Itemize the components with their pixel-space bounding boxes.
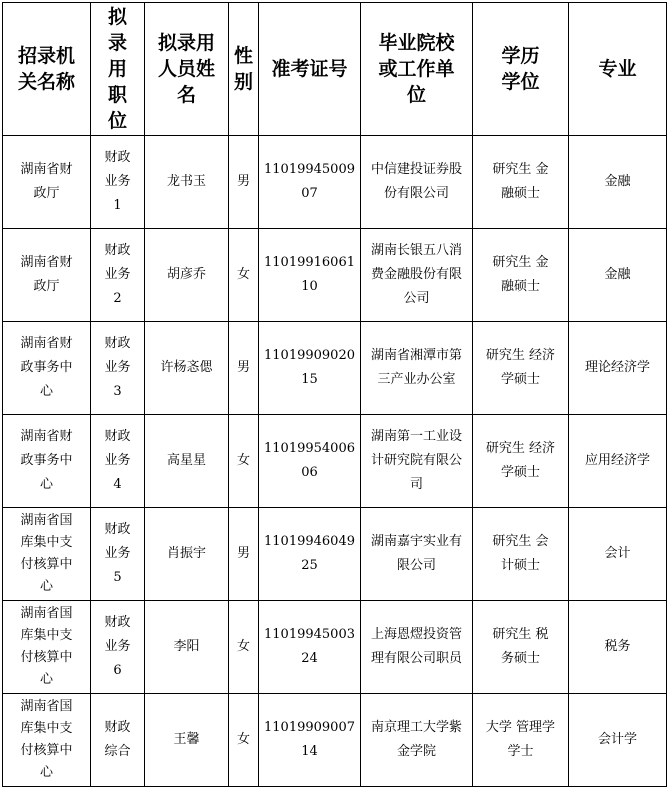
position-cell: 财政综合	[91, 694, 145, 787]
exam-number-cell: 1101994500324	[259, 601, 361, 694]
name-cell: 王馨	[145, 694, 229, 787]
major-cell: 理论经济学	[569, 322, 667, 415]
major-cell: 税务	[569, 601, 667, 694]
exam-number-cell: 1101991606110	[259, 229, 361, 322]
school-cell: 湖南长银五八消费金融股份有限公司	[361, 229, 473, 322]
agency-cell: 湖南省国库集中支付核算中心	[3, 508, 91, 601]
position-cell: 财政业务2	[91, 229, 145, 322]
name-cell: 高星星	[145, 415, 229, 508]
table-row	[3, 136, 667, 229]
position-cell: 财政业务6	[91, 601, 145, 694]
exam-number-cell: 1101994500907	[259, 136, 361, 229]
degree-cell: 研究生 金融硕士	[473, 229, 569, 322]
header-school: 毕业院校或工作单位	[361, 3, 473, 136]
school-cell: 湖南省湘潭市第三产业办公室	[361, 322, 473, 415]
exam-number-cell: 1101995400606	[259, 415, 361, 508]
recruitment-table	[2, 2, 667, 787]
table-row	[3, 601, 667, 694]
degree-cell: 研究生 经济学硕士	[473, 322, 569, 415]
agency-cell: 湖南省财政事务中心	[3, 322, 91, 415]
name-cell: 龙书玉	[145, 136, 229, 229]
gender-cell: 男	[229, 136, 259, 229]
major-cell: 应用经济学	[569, 415, 667, 508]
header-gender: 性别	[229, 3, 259, 136]
agency-cell: 湖南省国库集中支付核算中心	[3, 694, 91, 787]
header-major: 专业	[569, 3, 667, 136]
exam-number-cell: 1101990900714	[259, 694, 361, 787]
name-cell: 胡彦乔	[145, 229, 229, 322]
school-cell: 上海恩熤投资管理有限公司职员	[361, 601, 473, 694]
degree-cell: 研究生 经济学硕士	[473, 415, 569, 508]
school-cell: 湖南第一工业设计研究院有限公司	[361, 415, 473, 508]
degree-cell: 大学 管理学学士	[473, 694, 569, 787]
school-cell: 湖南嘉宇实业有限公司	[361, 508, 473, 601]
major-cell: 金融	[569, 229, 667, 322]
name-cell: 李阳	[145, 601, 229, 694]
major-cell: 会计学	[569, 694, 667, 787]
agency-cell: 湖南省财政事务中心	[3, 415, 91, 508]
table-row	[3, 229, 667, 322]
degree-cell: 研究生 会计硕士	[473, 508, 569, 601]
gender-cell: 女	[229, 229, 259, 322]
gender-cell: 女	[229, 694, 259, 787]
position-cell: 财政业务5	[91, 508, 145, 601]
school-cell: 南京理工大学紫金学院	[361, 694, 473, 787]
header-agency: 招录机关名称	[3, 3, 91, 136]
agency-cell: 湖南省财政厅	[3, 136, 91, 229]
name-cell: 肖振宇	[145, 508, 229, 601]
degree-cell: 研究生 税务硕士	[473, 601, 569, 694]
position-cell: 财政业务3	[91, 322, 145, 415]
position-cell: 财政业务1	[91, 136, 145, 229]
gender-cell: 女	[229, 415, 259, 508]
header-degree: 学历学位	[473, 3, 569, 136]
major-cell: 金融	[569, 136, 667, 229]
gender-cell: 男	[229, 508, 259, 601]
table-row	[3, 415, 667, 508]
position-cell: 财政业务4	[91, 415, 145, 508]
agency-cell: 湖南省国库集中支付核算中心	[3, 601, 91, 694]
header-name: 拟录用人员姓名	[145, 3, 229, 136]
table-row	[3, 508, 667, 601]
header-row	[3, 3, 667, 136]
header-exam-number: 准考证号	[259, 3, 361, 136]
exam-number-cell: 1101990902015	[259, 322, 361, 415]
major-cell: 会计	[569, 508, 667, 601]
name-cell: 许杨忞偲	[145, 322, 229, 415]
gender-cell: 女	[229, 601, 259, 694]
exam-number-cell: 1101994604925	[259, 508, 361, 601]
agency-cell: 湖南省财政厅	[3, 229, 91, 322]
gender-cell: 男	[229, 322, 259, 415]
header-position: 拟录用职位	[91, 3, 145, 136]
table-row	[3, 322, 667, 415]
school-cell: 中信建投证券股份有限公司	[361, 136, 473, 229]
table-row	[3, 694, 667, 787]
degree-cell: 研究生 金融硕士	[473, 136, 569, 229]
